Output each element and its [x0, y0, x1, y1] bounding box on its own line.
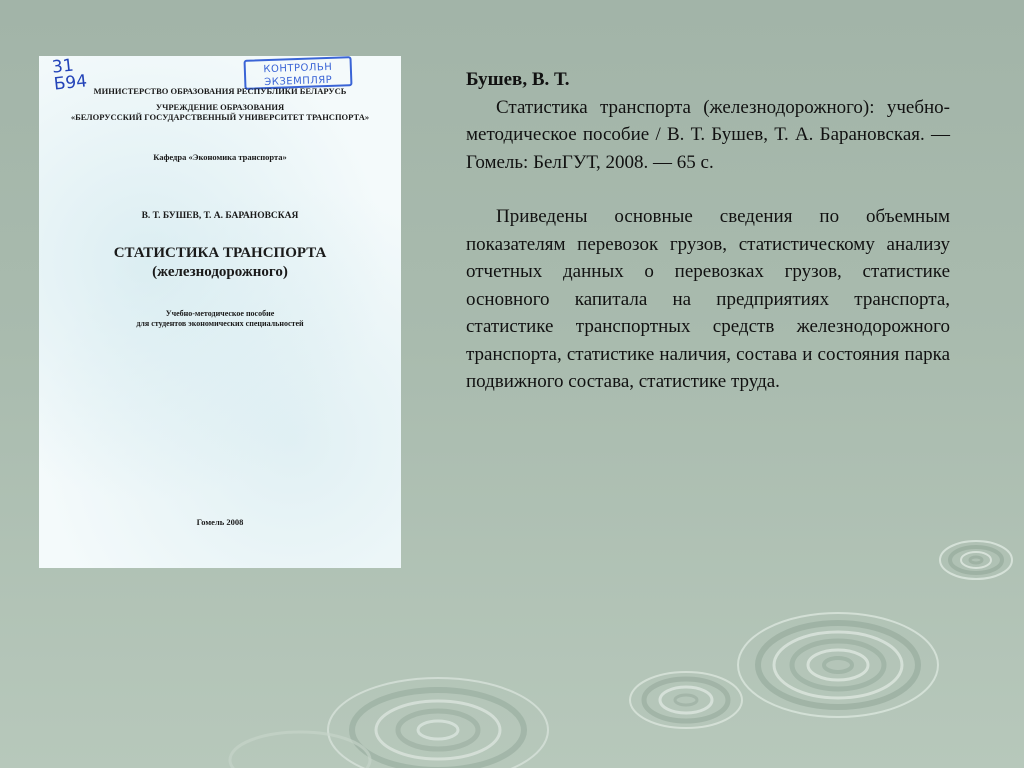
cover-institution-line2: «БЕЛОРУССКИЙ ГОСУДАРСТВЕННЫЙ УНИВЕРСИТЕТ ТРАНСПОРТА» — [70, 112, 370, 122]
cover-authors: В. Т. БУШЕВ, Т. А. БАРАНОВСКАЯ — [141, 211, 299, 221]
book-description — [466, 66, 950, 396]
cover-type-line1: Учебно-методическое пособие — [165, 309, 275, 318]
cover-type-line2: для студентов экономических специальностей — [136, 319, 304, 328]
paragraph-spacer — [466, 176, 950, 203]
cover-institution-line1: УЧРЕЖДЕНИЕ ОБРАЗОВАНИЯ — [155, 102, 285, 112]
cover-department: Кафедра «Экономика транспорта» — [153, 152, 287, 162]
cover-ministry: МИНИСТЕРСТВО ОБРАЗОВАНИЯ РЕСПУБЛИКИ БЕЛАРУСЬ — [93, 86, 347, 96]
cover-subtitle: (железнодорожного) — [152, 264, 288, 280]
author-heading: Бушев, В. Т. — [466, 69, 570, 90]
book-cover-image — [39, 56, 401, 568]
abstract-paragraph: Приведены основные сведения по объемным показателям перевозок грузов, статистическому анализу отчетных данных о перевозках грузов, статистике основного капитала на предприятиях транспорта, статистике транспортных средств железнодорожного транспорта, статистике наличия, состава и состояния парка подвижного состава, статистике труда. — [466, 206, 950, 392]
bibliographic-citation: Статистика транспорта (железнодорожного): учебно-методическое пособие / В. Т. Бушев, Т. А. Барановская. — Гомель: БелГУТ, 2008. — 65 с. — [466, 96, 950, 173]
control-copy-stamp: КОНТРОЛЬН ЭКЗЕМПЛЯР — [244, 56, 353, 90]
cover-title: СТАТИСТИКА ТРАНСПОРТА — [113, 245, 327, 261]
handwritten-shelf-code: 31 Б94 — [51, 55, 89, 95]
cover-city-year: Гомель 2008 — [196, 517, 244, 527]
